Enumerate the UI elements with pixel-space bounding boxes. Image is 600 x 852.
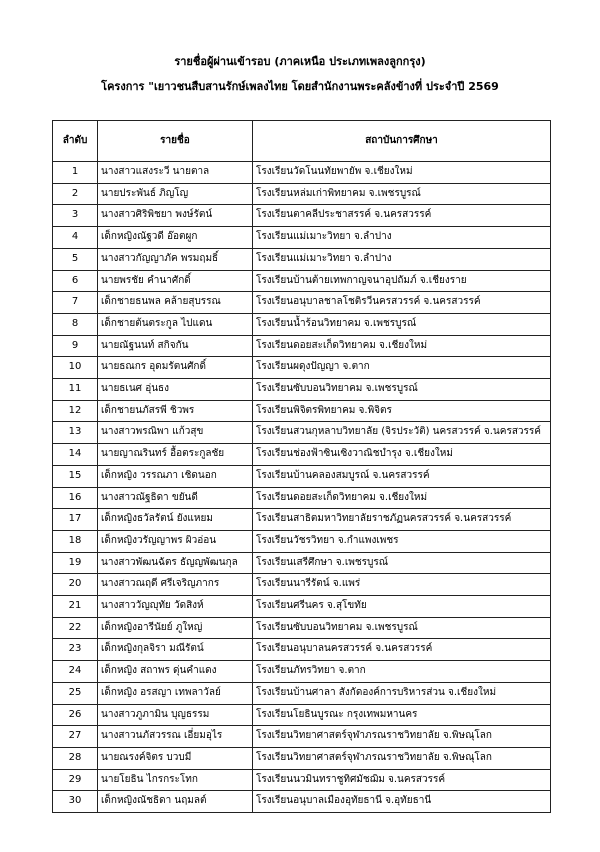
row-number: 3 — [53, 205, 98, 227]
row-number: 29 — [53, 769, 98, 791]
institution-name: โรงเรียนอนุบาลชาลโชติรวีนครสวรรค์ จ.นครสวรรค์ — [253, 292, 551, 314]
table-row — [53, 530, 551, 552]
institution-name: โรงเรียนโยธินบูรณะ กรุงเทพมหานคร — [253, 704, 551, 726]
institution-name: โรงเรียนน้ำร้อนวิทยาคม จ.เพชรบูรณ์ — [253, 313, 551, 335]
institution-name: โรงเรียนบ้านศาลา สังกัดองค์การบริหารส่วน จ.เชียงใหม่ — [253, 682, 551, 704]
row-number: 12 — [53, 400, 98, 422]
row-number: 18 — [53, 530, 98, 552]
participant-name: นายพรชัย คำนาศักดิ์ — [98, 270, 253, 292]
participant-name: นายประพันธ์ ภิญโญ — [98, 183, 253, 205]
table-header-row — [53, 121, 551, 162]
institution-name: โรงเรียนสาธิตมหาวิทยาลัยราชภัฏนครสวรรค์ จ.นครสวรรค์ — [253, 509, 551, 531]
row-number: 16 — [53, 487, 98, 509]
table-row — [53, 639, 551, 661]
table-row — [53, 335, 551, 357]
row-number: 8 — [53, 313, 98, 335]
institution-name: โรงเรียนวิทยาศาสตร์จุฬาภรณราชวิทยาลัย จ.พิษณุโลก — [253, 747, 551, 769]
institution-name: โรงเรียนหล่มเก่าพิทยาคม จ.เพชรบูรณ์ — [253, 183, 551, 205]
table-row — [53, 726, 551, 748]
row-number: 2 — [53, 183, 98, 205]
participant-name: นางสาวภูภามิน บุญธรรม — [98, 704, 253, 726]
table-row — [53, 183, 551, 205]
column-header-name: รายชื่อ — [98, 121, 253, 162]
institution-name: โรงเรียนสวนกุหลาบวิทยาลัย (จิรประวัติ) นครสวรรค์ จ.นครสวรรค์ — [253, 422, 551, 444]
table-row — [53, 661, 551, 683]
participant-name: นางสาวณฤดี ศรีเจริญภากร — [98, 574, 253, 596]
institution-name: โรงเรียนดอยสะเก็ดวิทยาคม จ.เชียงใหม่ — [253, 335, 551, 357]
table-row — [53, 357, 551, 379]
institution-name: โรงเรียนบ้านคลองสมบูรณ์ จ.นครสวรรค์ — [253, 465, 551, 487]
row-number: 5 — [53, 248, 98, 270]
participant-name: เด็กหญิงณัฐวดี อ๊อตผูก — [98, 227, 253, 249]
institution-name: โรงเรียนนวมินทราชูทิศมัชฌิม จ.นครสวรรค์ — [253, 769, 551, 791]
row-number: 10 — [53, 357, 98, 379]
institution-name: โรงเรียนช่องฟ้าซินเซิงวาณิชบำรุง จ.เชียงใหม่ — [253, 444, 551, 466]
institution-name: โรงเรียนศรีนคร จ.สุโขทัย — [253, 596, 551, 618]
participant-name: เด็กหญิง วรรณภา เชิดนอก — [98, 465, 253, 487]
institution-name: โรงเรียนซับบอนวิทยาคม จ.เพชรบูรณ์ — [253, 617, 551, 639]
table-row — [53, 791, 551, 813]
institution-name: โรงเรียนบ้านต้ายเทพกาญจนาอุปถัมภ์ จ.เชียงราย — [253, 270, 551, 292]
table-row — [53, 552, 551, 574]
row-number: 15 — [53, 465, 98, 487]
table-row — [53, 509, 551, 531]
row-number: 24 — [53, 661, 98, 683]
row-number: 28 — [53, 747, 98, 769]
row-number: 9 — [53, 335, 98, 357]
institution-name: โรงเรียนแม่เมาะวิทยา จ.ลำปาง — [253, 227, 551, 249]
row-number: 21 — [53, 596, 98, 618]
row-number: 17 — [53, 509, 98, 531]
table-row — [53, 205, 551, 227]
row-number: 26 — [53, 704, 98, 726]
participant-name: เด็กหญิง อรสญา เทพลาวัลย์ — [98, 682, 253, 704]
results-table — [52, 120, 551, 813]
participant-name: เด็กชายนภัสรพี ชิวพร — [98, 400, 253, 422]
institution-name: โรงเรียนดอยสะเก็ดวิทยาคม จ.เชียงใหม่ — [253, 487, 551, 509]
institution-name: โรงเรียนพิจิตรพิทยาคม จ.พิจิตร — [253, 400, 551, 422]
table-row — [53, 747, 551, 769]
table-row — [53, 465, 551, 487]
institution-name: โรงเรียนซับบอนวิทยาคม จ.เพชรบูรณ์ — [253, 379, 551, 401]
institution-name: โรงเรียนแม่เมาะวิทยา จ.ลำปาง — [253, 248, 551, 270]
participant-name: นางสาวแสงระวี นายตาล — [98, 162, 253, 184]
participant-name: นางสาววัญญุทัย วัดสิงห์ — [98, 596, 253, 618]
table-row — [53, 617, 551, 639]
row-number: 13 — [53, 422, 98, 444]
row-number: 4 — [53, 227, 98, 249]
table-row — [53, 574, 551, 596]
participant-name: เด็กหญิงณัชธิดา นฤมลต์ — [98, 791, 253, 813]
row-number: 30 — [53, 791, 98, 813]
row-number: 11 — [53, 379, 98, 401]
table-row — [53, 487, 551, 509]
institution-name: โรงเรียนตาคลีประชาสรรค์ จ.นครสวรรค์ — [253, 205, 551, 227]
row-number: 1 — [53, 162, 98, 184]
row-number: 14 — [53, 444, 98, 466]
participant-name: นายโยธิน ไกรกระโทก — [98, 769, 253, 791]
participant-name: เด็กหญิงกุลจิรา มณีรัตน์ — [98, 639, 253, 661]
table-row — [53, 682, 551, 704]
row-number: 20 — [53, 574, 98, 596]
row-number: 7 — [53, 292, 98, 314]
institution-name: โรงเรียนวัดโนนทัยพายัพ จ.เชียงใหม่ — [253, 162, 551, 184]
document-title: รายชื่อผู้ผ่านเข้ารอบ (ภาคเหนือ ประเภทเพลงลูกกรุง) — [174, 55, 426, 68]
row-number: 19 — [53, 552, 98, 574]
institution-name: โรงเรียนวิทยาศาสตร์จุฬาภรณราชวิทยาลัย จ.พิษณุโลก — [253, 726, 551, 748]
participant-name: เด็กหญิงธวัลรัตน์ ยังแหยม — [98, 509, 253, 531]
participant-name: นายณรงค์จิตร บวบมี — [98, 747, 253, 769]
participant-name: นางสาวพรณิพา แก้วสุข — [98, 422, 253, 444]
table-row — [53, 704, 551, 726]
column-header-institution: สถาบันการศึกษา — [253, 121, 551, 162]
row-number: 23 — [53, 639, 98, 661]
institution-name: โรงเรียนอนุบาลนครสวรรค์ จ.นครสวรรค์ — [253, 639, 551, 661]
participant-name: เด็กหญิง สถาพร ดุ่นคำแดง — [98, 661, 253, 683]
table-row — [53, 313, 551, 335]
column-header-number: ลำดับ — [53, 121, 98, 162]
participant-name: นางสาวกัญญาภัค พรมฤมธิ์ — [98, 248, 253, 270]
participant-name: นางสาวศิริพิชยา พงษ์รัตน์ — [98, 205, 253, 227]
participant-name: นายธเนศ อุ่นธง — [98, 379, 253, 401]
table-row — [53, 292, 551, 314]
participant-name: นางสาวณัฐธิดา ขยันดี — [98, 487, 253, 509]
institution-name: โรงเรียนนารีรัตน์ จ.แพร่ — [253, 574, 551, 596]
participant-name: นายธณกร อุดมรัตนศักดิ์ — [98, 357, 253, 379]
participant-name: เด็กชายธนพล คล้ายสุบรรณ — [98, 292, 253, 314]
table-row — [53, 444, 551, 466]
institution-name: โรงเรียนภัทรวิทยา จ.ตาก — [253, 661, 551, 683]
institution-name: โรงเรียนเสรีศึกษา จ.เพชรบูรณ์ — [253, 552, 551, 574]
participant-name: นายณัฐนนท์ สกิจกัน — [98, 335, 253, 357]
row-number: 22 — [53, 617, 98, 639]
participant-name: เด็กหญิงวรัญญาพร ผิวอ่อน — [98, 530, 253, 552]
table-row — [53, 769, 551, 791]
participant-name: นายญาณรินทร์ อื้อตระกูลชัย — [98, 444, 253, 466]
row-number: 27 — [53, 726, 98, 748]
table-row — [53, 422, 551, 444]
row-number: 25 — [53, 682, 98, 704]
participant-name: นางสาวนภัสวรรณ เอี่ยมอุไร — [98, 726, 253, 748]
participant-name: เด็กชายต้นตระกูล ไปแดน — [98, 313, 253, 335]
document-subtitle: โครงการ "เยาวชนสืบสานรักษ์เพลงไทย โดยสำนักงานพระคลังข้างที่ ประจำปี 2569 — [101, 80, 499, 93]
institution-name: โรงเรียนอนุบาลเมืองอุทัยธานี จ.อุทัยธานี — [253, 791, 551, 813]
table-row — [53, 162, 551, 184]
table-row — [53, 227, 551, 249]
institution-name: โรงเรียนวัชรวิทยา จ.กำแพงเพชร — [253, 530, 551, 552]
table-row — [53, 400, 551, 422]
table-row — [53, 248, 551, 270]
row-number: 6 — [53, 270, 98, 292]
participant-name: นางสาวพัฒนฉัตร ธัญญพัฒนกุล — [98, 552, 253, 574]
table-row — [53, 270, 551, 292]
table-row — [53, 379, 551, 401]
table-row — [53, 596, 551, 618]
institution-name: โรงเรียนผดุงปัญญา จ.ตาก — [253, 357, 551, 379]
participant-name: เด็กหญิงอารีนัยย์ ภูใหญ่ — [98, 617, 253, 639]
